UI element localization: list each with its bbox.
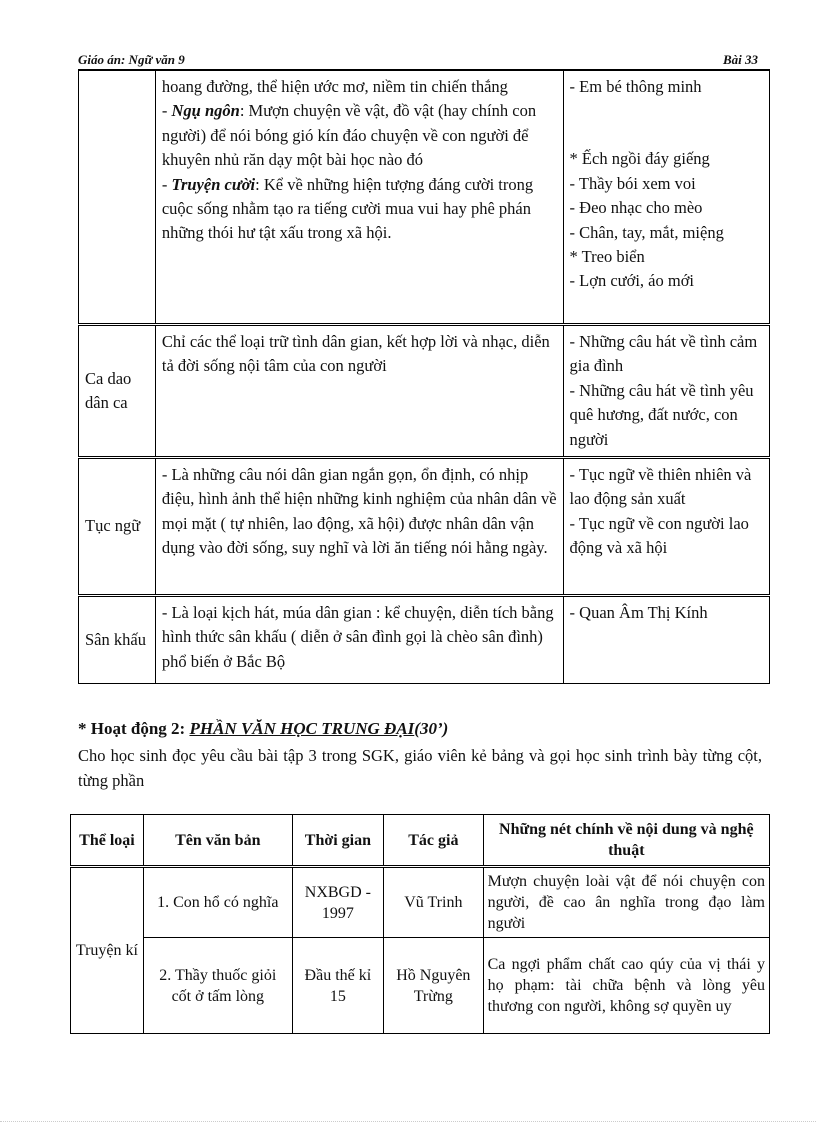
- table-row: [79, 458, 770, 596]
- genre-cell: Truyện kí: [71, 867, 144, 1034]
- table-row: [71, 938, 770, 1034]
- example-item: - Tục ngữ về thiên nhiên và lao động sản xuất: [569, 465, 752, 509]
- folk-literature-table: [78, 70, 770, 684]
- description-cell: - Là loại kịch hát, múa dân gian : kể chuyện, diễn tích bằng hình thức sân khấu ( diễn ở sân đình gọi là chèo sân đình) phổ biến ở Bắc Bộ: [155, 596, 563, 684]
- activity-label: * Hoạt động 2:: [78, 719, 186, 738]
- column-header: Những nét chính về nội dung và nghệ thuật: [483, 815, 769, 867]
- time-cell: NXBGD - 1997: [292, 867, 383, 938]
- example-item: - Những câu hát về tình yêu quê hương, đất nước, con người: [569, 380, 754, 449]
- page-header: [78, 50, 758, 68]
- page-bottom-divider: [0, 1121, 816, 1122]
- instruction-paragraph: Cho học sinh đọc yêu cầu bài tập 3 trong SGK, giáo viên kẻ bảng và gọi học sinh trình bày từng cột, từng phần: [78, 746, 762, 790]
- fable-text: : Mượn chuyện về vật, đồ vật (hay chính con người) để nói bóng gió kín đáo chuyện về con người để khuyên nhủ răn dạy một bài học nào đó: [161, 101, 537, 170]
- column-header: Thể loại: [71, 815, 144, 867]
- author-cell: Hồ Nguyên Trừng: [384, 938, 484, 1034]
- example-item: - Chân, tay, mắt, miệng: [569, 222, 724, 242]
- column-header: Thời gian: [292, 815, 383, 867]
- header-course: Giáo án: Ngữ văn 9: [78, 52, 185, 67]
- table-row: [71, 867, 770, 938]
- joke-label: Truyện cười: [171, 174, 256, 194]
- description-cell: [155, 71, 563, 325]
- activity-duration: (30’): [414, 719, 449, 738]
- example-item: * Treo biển: [569, 247, 645, 267]
- fable-label: Ngụ ngôn: [171, 101, 240, 121]
- column-header: Tác giả: [384, 815, 484, 867]
- example-item: - Tục ngữ về con người lao động và xã hội: [569, 513, 749, 558]
- spacer: [570, 99, 765, 147]
- examples-cell: [563, 325, 769, 458]
- genre-cell: Sân khấu: [79, 596, 156, 684]
- intro-text: hoang đường, thể hiện ước mơ, niềm tin chiến thắng: [161, 77, 508, 96]
- example-item: * Ếch ngồi đáy giếng: [569, 149, 710, 169]
- joke-text: : Kể về những hiện tượng đáng cười trong cuộc sống nhằm tạo ra tiếng cười mua vui hay phê phán những thói hư tật xấu trong xã hội.: [161, 174, 534, 243]
- examples-cell: [563, 71, 769, 325]
- description-cell: - Là những câu nói dân gian ngắn gọn, ổn định, có nhịp điệu, hình ảnh thể hiện những kinh nghiệm của nhân dân về mọi mặt ( tự nhiên, lao động, xã hội) được nhân dân vận dụng vào đời sống, suy nghĩ và lời ăn tiếng nói hằng ngày.: [155, 458, 563, 596]
- column-header: Tên văn bản: [143, 815, 292, 867]
- header-lesson: Bài 33: [722, 52, 758, 67]
- example-item: - Thầy bói xem voi: [569, 173, 696, 193]
- genre-cell: [79, 71, 156, 325]
- activity-heading: [78, 719, 448, 739]
- table-header-row: [71, 815, 770, 867]
- genre-cell: Tục ngữ: [79, 458, 156, 596]
- content-cell: Ca ngợi phẩm chất cao qúy của vị thái y họ phạm: tài chữa bệnh và lòng yêu thương con người, không sợ quyền uy: [483, 938, 769, 1034]
- activity-title: PHẦN VĂN HỌC TRUNG ĐẠI: [189, 719, 415, 738]
- table-row: [79, 71, 770, 325]
- joke-description: - Truyện cười: Kể về những hiện tượng đáng cười trong cuộc sống nhằm tạo ra tiếng cười mua vui hay phê phán những thói hư tật xấu trong xã hội.: [161, 174, 534, 243]
- author-cell: Vũ Trinh: [384, 867, 484, 938]
- fable-description: - Ngụ ngôn: Mượn chuyện về vật, đồ vật (hay chính con người) để nói bóng gió kín đáo chuyện về con người để khuyên nhủ răn dạy một bài học nào đó: [161, 101, 537, 170]
- content-cell: Mượn chuyện loài vật để nói chuyện con người, đề cao ân nghĩa trong đạo làm người: [483, 867, 769, 938]
- example-item: - Những câu hát về tình cảm gia đình: [569, 332, 758, 376]
- example-item: - Lợn cưới, áo mới: [569, 271, 695, 291]
- description-cell: Chỉ các thể loại trữ tình dân gian, kết hợp lời và nhạc, diễn tả đời sống nội tâm của con người: [155, 325, 563, 458]
- title-cell: 1. Con hổ có nghĩa: [143, 867, 292, 938]
- example-item: - Đeo nhạc cho mèo: [569, 198, 703, 218]
- title-cell: 2. Thầy thuốc giỏi cốt ở tấm lòng: [143, 938, 292, 1034]
- medieval-literature-table: [70, 814, 770, 1034]
- table-row: [79, 325, 770, 458]
- examples-cell: [563, 596, 769, 684]
- genre-cell: Ca dao dân ca: [79, 325, 156, 458]
- example-item: - Quan Âm Thị Kính: [569, 603, 708, 623]
- time-cell: Đầu thế kỉ 15: [292, 938, 383, 1034]
- example-item: - Em bé thông minh: [569, 77, 702, 96]
- examples-cell: [563, 458, 769, 596]
- table-row: [79, 596, 770, 684]
